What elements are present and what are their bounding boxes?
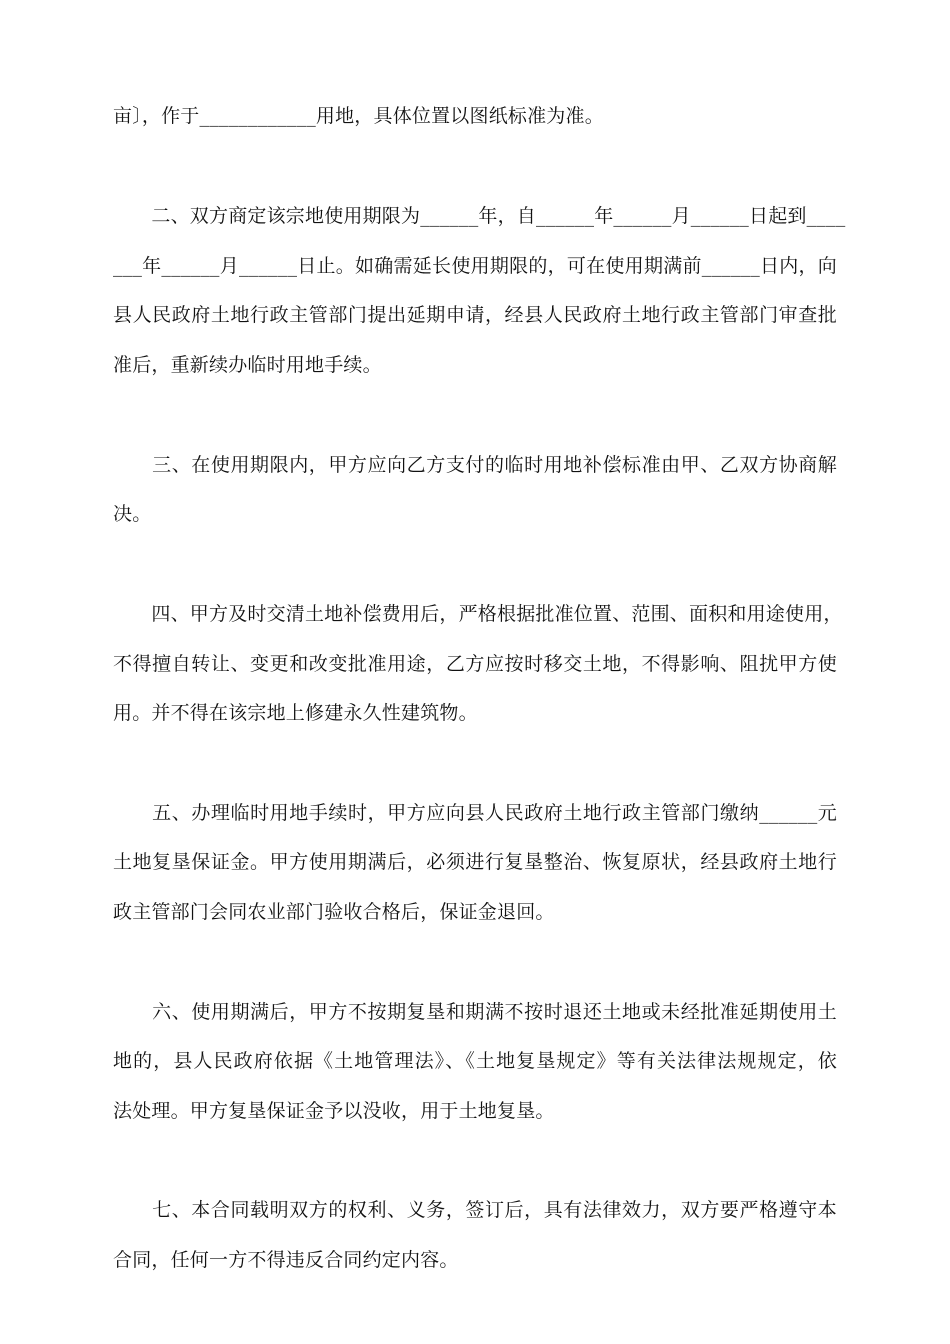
paragraph-line: 不得擅自转让、变更和改变批准用途，乙方应按时移交土地，不得影响、阻扰甲方使: [113, 653, 837, 675]
paragraph-line: 土地复垦保证金。甲方使用期满后，必须进行复垦整治、恢复原状，经县政府土地行: [113, 851, 837, 873]
paragraph-line: ___年______月______日止。如确需延长使用期限的，可在使用期满前______日内，向: [113, 255, 837, 277]
paragraph-line: 三、在使用期限内，甲方应向乙方支付的临时用地补偿标准由甲、乙双方协商解: [113, 454, 837, 476]
paragraph-line: 准后，重新续办临时用地手续。: [113, 354, 382, 376]
paragraph-line: 七、本合同载明双方的权利、义务，签订后，具有法律效力，双方要严格遵守本: [113, 1199, 837, 1221]
paragraph-line: 六、使用期满后，甲方不按期复垦和期满不按时退还土地或未经批准延期使用土: [113, 1001, 837, 1023]
paragraph-line: 二、双方商定该宗地使用期限为______年，自______年______月______日起到____: [113, 205, 846, 227]
paragraph-line: 合同，任何一方不得违反合同约定内容。: [113, 1249, 459, 1271]
paragraph-line: 县人民政府土地行政主管部门提出延期申请，经县人民政府土地行政主管部门审查批: [113, 304, 837, 326]
paragraph-line: 决。: [113, 503, 152, 525]
paragraph-line: 四、甲方及时交清土地补偿费用后，严格根据批准位置、范围、面积和用途使用，: [113, 603, 843, 625]
paragraph-line: 用。并不得在该宗地上修建永久性建筑物。: [113, 702, 478, 724]
paragraph-line: 政主管部门会同农业部门验收合格后，保证金退回。: [113, 901, 555, 923]
paragraph-line: 亩〕，作于____________用地，具体位置以图纸标准为准。: [113, 105, 604, 127]
paragraph-line: 法处理。甲方复垦保证金予以没收，用于土地复垦。: [113, 1100, 555, 1122]
paragraph-line: 地的，县人民政府依据《土地管理法》、《土地复垦规定》等有关法律法规规定，依: [113, 1050, 837, 1072]
paragraph-line: 五、办理临时用地手续时，甲方应向县人民政府土地行政主管部门缴纳______元: [113, 802, 837, 824]
